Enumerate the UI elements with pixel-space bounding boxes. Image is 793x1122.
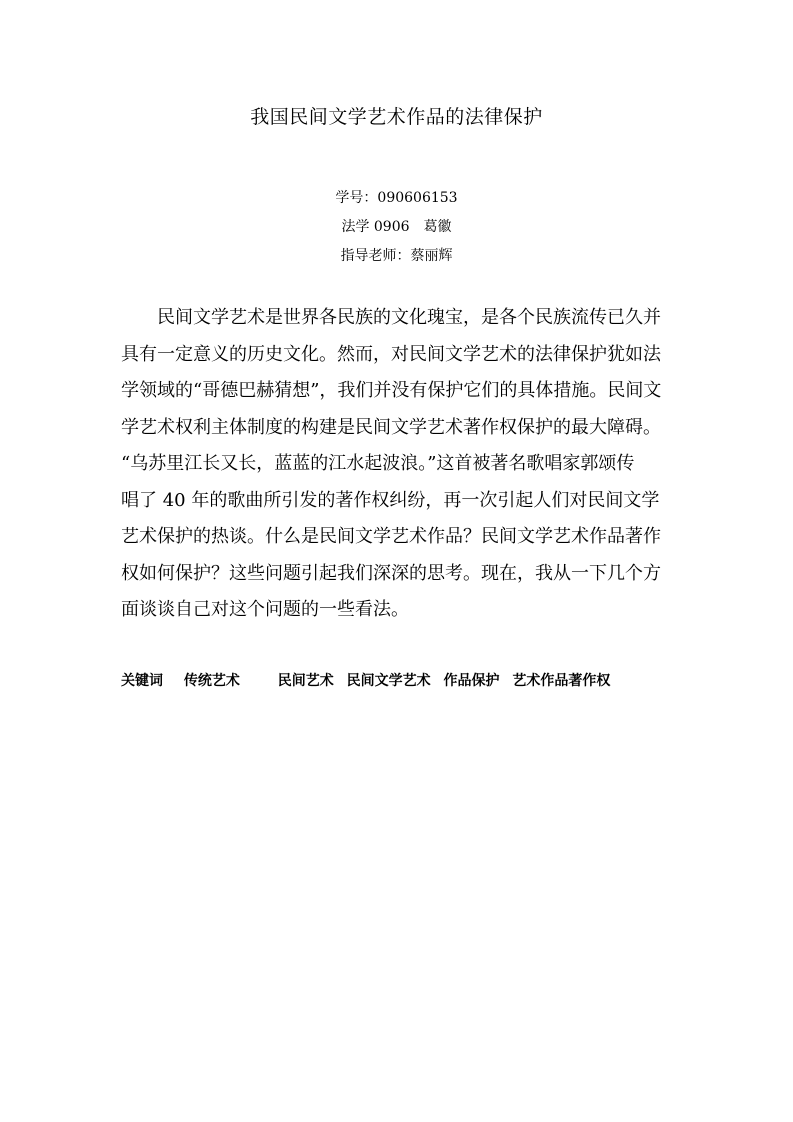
abstract-line: “乌苏里江长又长，蓝蓝的江水起波浪。”这首被著名歌唱家郭颂传 <box>121 453 635 474</box>
abstract-line: 具有一定意义的历史文化。然而，对民间文学艺术的法律保护犹如法 <box>121 343 661 365</box>
keyword: 民间艺术 <box>277 673 334 689</box>
keyword: 民间文学艺术 <box>346 673 431 689</box>
keyword: 作品保护 <box>443 673 500 689</box>
keywords-line <box>121 670 721 692</box>
advisor: 指导老师：蔡丽辉 <box>340 248 453 264</box>
document-title: 我国民间文学艺术作品的法律保护 <box>250 106 543 128</box>
abstract-line: 艺术保护的热谈。什么是民间文学艺术作品？民间文学艺术作品著作 <box>121 526 661 547</box>
abstract-line: 面谈谈自己对这个问题的一些看法。 <box>121 599 409 620</box>
abstract-line: 学艺术权利主体制度的构建是民间文学艺术著作权保护的最大障碍。 <box>121 416 661 438</box>
keywords-label: 关键词 <box>121 673 163 689</box>
abstract-paragraph <box>121 300 684 629</box>
abstract-line: 民间文学艺术是世界各民族的文化瑰宝，是各个民族流传已久并 <box>157 307 661 328</box>
abstract-line: 唱了 40 年的歌曲所引发的著作权纠纷，再一次引起人们对民间文学 <box>121 489 660 511</box>
student-id: 学号：090606153 <box>335 190 458 206</box>
keyword: 传统艺术 <box>183 673 240 689</box>
keyword: 艺术作品著作权 <box>512 673 611 689</box>
abstract-line: 学领域的“哥德巴赫猜想”，我们并没有保护它们的具体措施。民间文 <box>121 380 662 401</box>
abstract-line: 权如何保护？这些问题引起我们深深的思考。现在，我从一下几个方 <box>121 562 661 584</box>
class-author: 法学 0906 葛徽 <box>341 219 452 235</box>
